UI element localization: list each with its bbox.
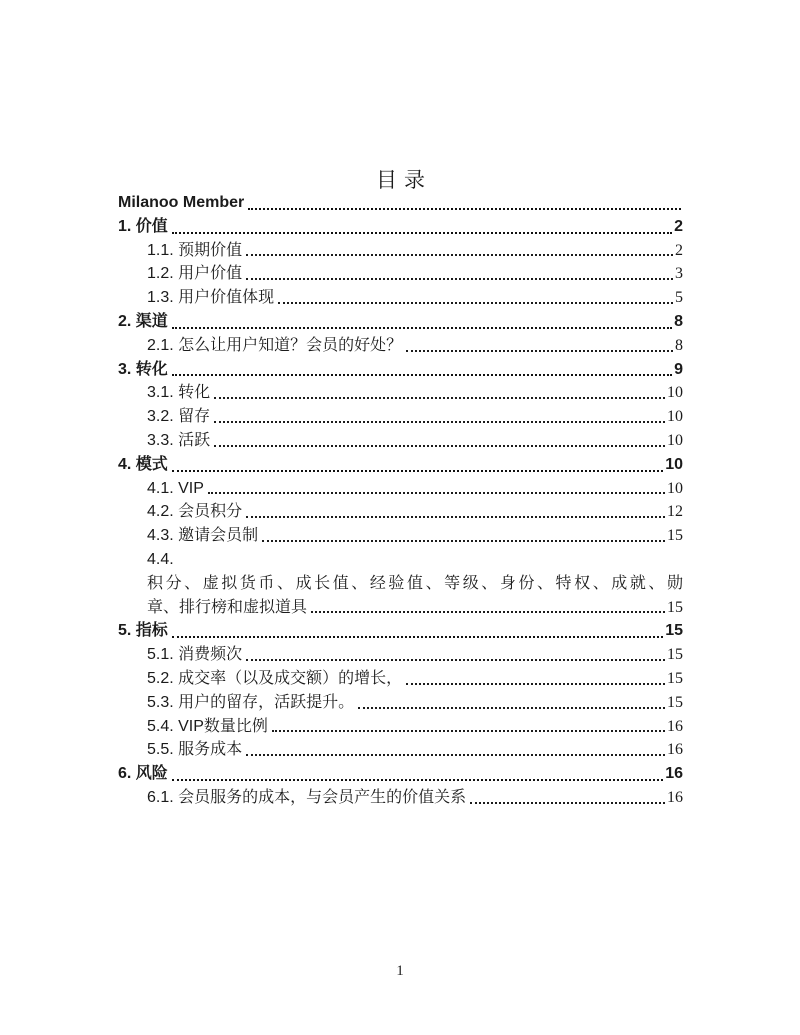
toc-entry-label: 5.4. VIP数量比例 <box>147 717 268 735</box>
toc-entry-page-number: 12 <box>667 503 683 521</box>
toc-entry-label: 6.1. 会员服务的成本，与会员产生的价值关系 <box>147 788 467 806</box>
toc-entry-page-number: 15 <box>665 622 683 640</box>
toc-entry-page-number: 15 <box>667 669 683 687</box>
toc-entry-page-number: 9 <box>674 360 683 378</box>
toc-dot-leader <box>214 421 665 423</box>
toc-entry-page-number: 3 <box>675 265 683 283</box>
toc-dot-leader <box>214 445 665 447</box>
toc-dot-leader <box>246 278 673 280</box>
toc-entry-page-number: 16 <box>667 788 683 806</box>
toc-entry[interactable] <box>118 572 683 596</box>
toc-entry-page-number: 10 <box>667 479 683 497</box>
toc-entry-label: 5.1. 消费频次 <box>147 646 243 664</box>
toc-entry[interactable] <box>118 596 683 620</box>
toc-entry[interactable] <box>118 715 683 739</box>
toc-entry-label: 5.2. 成交率（以及成交额）的增长， <box>147 669 403 687</box>
toc-dot-leader <box>208 492 665 494</box>
toc-entry[interactable] <box>118 738 683 762</box>
toc-entry[interactable] <box>118 500 683 524</box>
toc-entry[interactable] <box>118 429 683 453</box>
toc-entry[interactable] <box>118 524 683 548</box>
toc-entry-page-number: 10 <box>667 431 683 449</box>
toc-entry[interactable] <box>118 548 683 572</box>
footer-page-number: 1 <box>396 963 404 979</box>
toc-dot-leader <box>248 208 681 210</box>
toc-entry-label: 4. 模式 <box>118 455 168 473</box>
toc-entry-label: 1.2. 用户价值 <box>147 265 243 283</box>
toc-entry-label: 4.2. 会员积分 <box>147 503 243 521</box>
toc-entry[interactable] <box>118 381 683 405</box>
toc-entry-label: 5. 指标 <box>118 622 168 640</box>
toc-dot-leader <box>470 802 665 804</box>
toc-dot-leader <box>246 659 665 661</box>
toc-entry-page-number: 2 <box>675 241 683 259</box>
toc-entry[interactable] <box>118 262 683 286</box>
toc-dot-leader <box>172 636 663 638</box>
toc-entry[interactable] <box>118 691 683 715</box>
toc-title: 目录 <box>376 168 432 192</box>
toc-entry[interactable] <box>118 191 683 215</box>
toc-dot-leader <box>358 707 665 709</box>
toc-entry-page-number: 10 <box>667 384 683 402</box>
toc-entry-label: 3.2. 留存 <box>147 408 211 426</box>
toc-entry-page-number: 5 <box>675 289 683 307</box>
toc-entry[interactable] <box>118 667 683 691</box>
toc-entry-page-number: 2 <box>674 217 683 235</box>
toc-dot-leader <box>406 350 673 352</box>
toc-entry[interactable] <box>118 453 683 477</box>
toc-entry-label: 2. 渠道 <box>118 312 168 330</box>
toc-entry-label: 4.4. <box>147 550 174 568</box>
toc-entry[interactable] <box>118 215 683 239</box>
toc-dot-leader <box>278 302 673 304</box>
toc-entry[interactable] <box>118 643 683 667</box>
toc-entry-page-number: 15 <box>667 527 683 545</box>
toc-dot-leader <box>272 730 665 732</box>
toc-entry[interactable] <box>118 405 683 429</box>
toc-dot-leader <box>172 779 663 781</box>
toc-entry[interactable] <box>118 619 683 643</box>
toc-entry-label: 4.3. 邀请会员制 <box>147 527 259 545</box>
toc-entry[interactable] <box>118 334 683 358</box>
toc-entry-page-number: 10 <box>665 455 683 473</box>
toc-entry-label: 1.1. 预期价值 <box>147 241 243 259</box>
toc-entry[interactable] <box>118 310 683 334</box>
toc-entry-label: 5.5. 服务成本 <box>147 741 243 759</box>
toc-entry-label: 3.3. 活跃 <box>147 431 211 449</box>
toc-dot-leader <box>311 611 665 613</box>
toc-entry-label: 5.3. 用户的留存，活跃提升。 <box>147 693 355 711</box>
toc-entry[interactable] <box>118 358 683 382</box>
toc-entry-page-number: 15 <box>667 598 683 616</box>
toc-dot-leader <box>262 540 665 542</box>
toc-entry-page-number: 16 <box>667 741 683 759</box>
toc-entry-page-number: 8 <box>675 336 683 354</box>
toc-dot-leader <box>172 232 672 234</box>
toc-dot-leader <box>406 683 665 685</box>
toc-dot-leader <box>214 397 665 399</box>
toc-entry-label: 1. 价值 <box>118 217 168 235</box>
toc-list <box>118 191 683 810</box>
toc-entry-label: 6. 风险 <box>118 765 168 783</box>
toc-entry-page-number: 8 <box>674 312 683 330</box>
toc-entry-label: 2.1. 怎么让用户知道？会员的好处？ <box>147 336 403 354</box>
toc-dot-leader <box>172 470 663 472</box>
toc-entry-label: 1.3. 用户价值体现 <box>147 289 275 307</box>
toc-dot-leader <box>246 516 665 518</box>
toc-entry-page-number: 15 <box>667 646 683 664</box>
toc-entry-label: 3.1. 转化 <box>147 384 211 402</box>
toc-entry[interactable] <box>118 786 683 810</box>
toc-entry[interactable] <box>118 477 683 501</box>
toc-entry-label: 积分、虚拟货币、成长值、经验值、等级、身份、特权、成就、勋 <box>147 574 683 592</box>
toc-entry-page-number: 16 <box>667 717 683 735</box>
toc-entry-label: 3. 转化 <box>118 360 168 378</box>
toc-entry-label: 章、排行榜和虚拟道具 <box>147 598 308 616</box>
toc-entry-page-number: 16 <box>665 765 683 783</box>
toc-dot-leader <box>246 254 673 256</box>
toc-entry-page-number: 10 <box>667 408 683 426</box>
toc-entry[interactable] <box>118 286 683 310</box>
toc-dot-leader <box>172 374 672 376</box>
toc-entry-page-number: 15 <box>667 693 683 711</box>
toc-entry[interactable] <box>118 239 683 263</box>
toc-dot-leader <box>172 327 672 329</box>
toc-dot-leader <box>246 754 665 756</box>
toc-entry[interactable] <box>118 762 683 786</box>
toc-entry-label: 4.1. VIP <box>147 479 204 497</box>
toc-entry-label: Milanoo Member <box>118 194 245 211</box>
